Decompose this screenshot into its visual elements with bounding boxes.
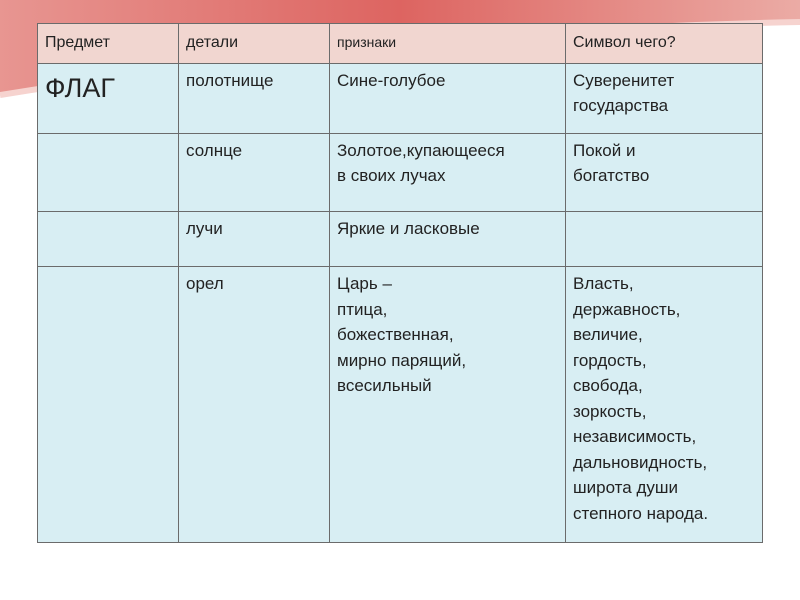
subject-cell [38,267,179,543]
subject-cell [38,212,179,267]
features-line: птица, [337,299,388,319]
features-line: мирно парящий, [337,350,467,370]
symbol-line: Власть, [573,274,634,293]
features-cell [330,267,566,543]
detail-cell: солнце [179,134,330,212]
features-line: Царь – [337,274,392,293]
features-line: божественная, [337,325,454,344]
subject-cell: ФЛАГ [38,64,179,134]
symbol-cell [566,212,763,267]
features-cell [330,212,566,267]
symbol-line: свобода, [573,376,643,395]
symbol-line: зоркость, [573,401,647,421]
table-row [38,134,763,212]
table-row [38,267,763,543]
symbol-line: государства [573,96,669,115]
features-line: Золотое,купающееся [337,141,505,160]
header-symbol: Символ чего? [566,24,763,64]
symbol-line: дальновидность, [573,452,708,472]
features-line: Сине-голубое [337,71,446,90]
symbol-cell [566,267,763,543]
symbol-line: богатство [573,166,650,185]
symbol-line: степного народа. [573,503,709,523]
features-cell [330,64,566,134]
table-row [38,64,763,134]
symbol-line: Покой и [573,141,636,160]
features-line: в своих лучах [337,166,446,185]
detail-cell: орел [179,267,330,543]
features-line: всесильный [337,376,432,395]
header-details: детали [179,24,330,64]
symbol-line: широта души [573,478,678,497]
symbol-cell [566,64,763,134]
detail-cell: лучи [179,212,330,267]
symbol-line: Суверенитет [573,71,675,90]
detail-cell: полотнище [179,64,330,134]
symbols-table [37,23,763,543]
symbol-line: гордость, [573,350,647,370]
header-features: признаки [330,24,566,64]
table-row [38,212,763,267]
header-row [38,24,763,64]
features-cell [330,134,566,212]
header-subject: Предмет [38,24,179,64]
features-line: Яркие и ласковые [337,219,480,238]
symbol-line: независимость, [573,427,697,446]
subject-cell [38,134,179,212]
symbol-line: величие, [573,325,643,344]
symbol-cell [566,134,763,212]
symbol-line: державность, [573,299,681,319]
